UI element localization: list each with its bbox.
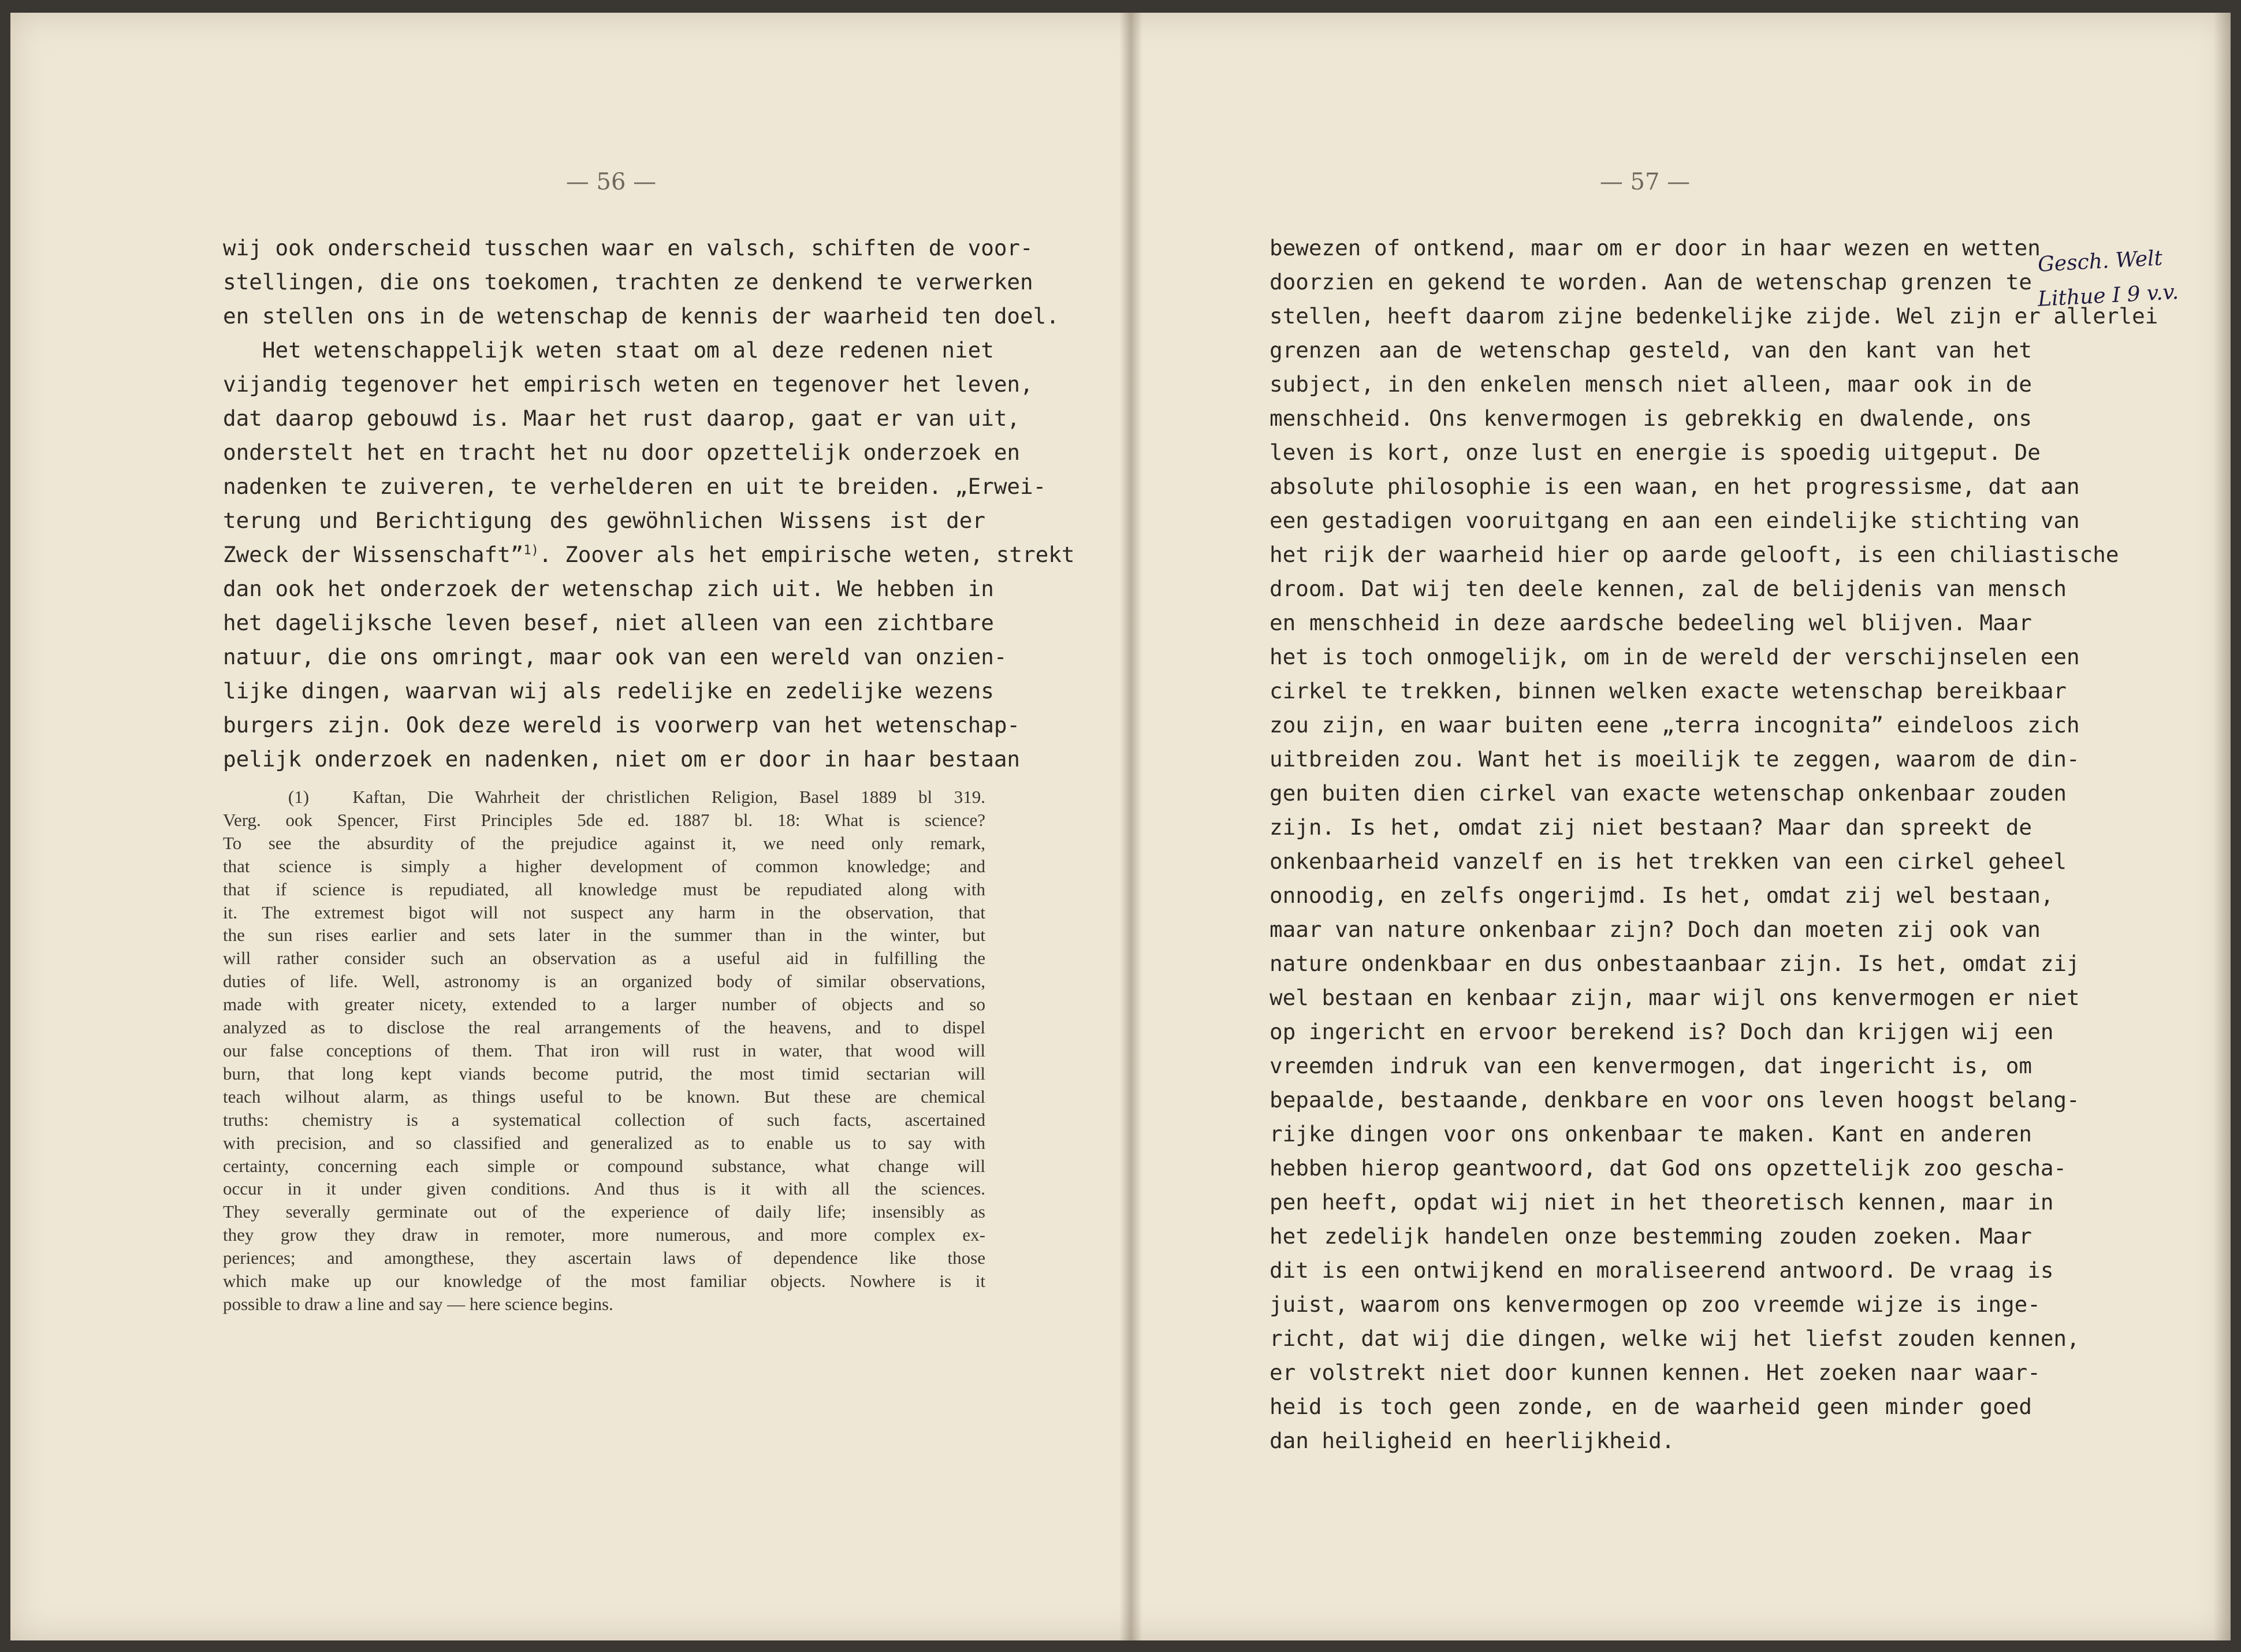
text-line: subject, in den enkelen mensch niet alleen, maar ook in de [1270, 371, 2032, 397]
text-line: bewezen of ontkend, maar om er door in haar wezen en wetten [1270, 235, 2041, 261]
footnote-line: periences; and amongthese, they ascertain laws of dependence like those [223, 1248, 985, 1268]
text-line: menschheid. Ons kenvermogen is gebrekkig en dwalende, ons [1270, 405, 2032, 431]
footnote-line: Verg. ook Spencer, First Principles 5de ed. 1887 bl. 18: What is science? [223, 809, 985, 830]
footnote-line: They severally germinate out of the experience of daily life; insensibly as [223, 1201, 985, 1222]
text-line: Het wetenschappelijk weten staat om al deze redenen niet [223, 337, 994, 363]
footnote-line: burn, that long kept viands become putrid, the most timid sectarian will [223, 1063, 985, 1084]
text-line-with-footnote [223, 538, 1075, 572]
text-line: en menschheid in deze aardsche bedeeling wel blijven. Maar [1270, 610, 2032, 635]
text-line: bepaalde, bestaande, denkbare en voor ons leven hoogst belang- [1270, 1087, 2080, 1113]
footnote-line: our false conceptions of them. That iron will rust in water, that wood will [223, 1040, 985, 1061]
handwritten-margin-note: Gesch. Welt [2037, 246, 2164, 277]
handwritten-margin-note: Lithue I 9 v.v. [2037, 280, 2179, 311]
page-number: — 56 — [565, 169, 657, 195]
text-line: richt, dat wij die dingen, welke wij het liefst zouden kennen, [1270, 1326, 2080, 1351]
text-line: juist, waarom ons kenvermogen op zoo vreemde wijze is inge- [1270, 1292, 2041, 1317]
footnote-line: they grow they draw in remoter, more numerous, and more complex ex- [223, 1225, 985, 1245]
footnote-line: with precision, and so classified and generalized as to enable us to say with [223, 1132, 985, 1153]
text-line: doorzien en gekend te worden. Aan de wetenschap grenzen te [1270, 269, 2032, 295]
text-line: burgers zijn. Ook deze wereld is voorwerp van het wetenschap- [223, 712, 1021, 738]
text-line: nadenken te zuiveren, te verhelderen en uit te breiden. „Erwei- [223, 474, 1047, 499]
text-line: terung und Berichtigung des gewöhnlichen Wissens ist der [223, 508, 985, 533]
text-line: absolute philosophie is een waan, en het progressisme, dat aan [1270, 474, 2080, 499]
footnote-line: will rather consider such an observation as a useful aid in fulfilling the [223, 948, 985, 969]
footnote-block [223, 786, 985, 1316]
text-line: vreemden indruk van een kenvermogen, dat ingericht is, om [1270, 1053, 2032, 1078]
text-line: het rijk der waarheid hier op aarde gelooft, is een chiliastische [1270, 542, 2119, 567]
text-line: wij ook onderscheid tusschen waar en valsch, schiften de voor- [223, 235, 1033, 261]
footnote-line: To see the absurdity of the prejudice against it, we need only remark, [223, 832, 985, 853]
text-line: het is toch onmogelijk, om in de wereld der verschijnselen een [1270, 644, 2080, 669]
body-text [223, 231, 1075, 776]
text-line: natuur, die ons omringt, maar ook van een wereld van onzien- [223, 644, 1007, 669]
text-line: een gestadigen vooruitgang en aan een eindelijke stichting van [1270, 508, 2080, 533]
left-page [10, 13, 1131, 1640]
text-line: onnoodig, en zelfs ongerijmd. Is het, omdat zij wel bestaan, [1270, 883, 2054, 908]
footnote-line: teach wilhout alarm, as things useful to be known. But these are chemical [223, 1086, 985, 1107]
text-line: het zedelijk handelen onze bestemming zouden zoeken. Maar [1270, 1223, 2032, 1249]
text-line: grenzen aan de wetenschap gesteld, van den kant van het [1270, 337, 2032, 363]
text-line: op ingericht en ervoor berekend is? Doch dan krijgen wij een [1270, 1019, 2054, 1044]
text-line: onkenbaarheid vanzelf en is het trekken van een cirkel geheel [1270, 849, 2067, 874]
text-line: dat daarop gebouwd is. Maar het rust daarop, gaat er van uit, [223, 405, 1021, 431]
text-line: zou zijn, en waar buiten eene „terra incognita” eindeloos zich [1270, 712, 2080, 738]
text-line: dit is een ontwijkend en moraliseerend antwoord. De vraag is [1270, 1257, 2054, 1283]
text-line: lijke dingen, waarvan wij als redelijke en zedelijke wezens [223, 678, 994, 704]
page-edge [2213, 13, 2231, 1640]
text-line: het dagelijksche leven besef, niet alleen van een zichtbare [223, 610, 994, 635]
text-line: droom. Dat wij ten deele kennen, zal de belijdenis van mensch [1270, 576, 2067, 601]
footnote-line: certainty, concerning each simple or compound substance, what change will [223, 1155, 985, 1176]
text-line: cirkel te trekken, binnen welken exacte wetenschap bereikbaar [1270, 678, 2067, 704]
footnote-line: possible to draw a line and say — here science begins. [223, 1293, 613, 1314]
text-line: zijn. Is het, omdat zij niet bestaan? Maar dan spreekt de [1270, 814, 2032, 840]
text-line: maar van nature onkenbaar zijn? Doch dan moeten zij ook van [1270, 917, 2041, 942]
text-line: onderstelt het en tracht het nu door opzettelijk onderzoek en [223, 440, 1021, 465]
text-line: pen heeft, opdat wij niet in het theoretisch kennen, maar in [1270, 1189, 2054, 1215]
book-spread [10, 13, 2231, 1640]
footnote-line: it. The extremest bigot will not suspect any harm in the observation, that [223, 902, 985, 922]
text-line: leven is kort, onze lust en energie is spoedig uitgeput. De [1270, 440, 2041, 465]
footnote-line: that if science is repudiated, all knowledge must be repudiated along with [223, 879, 985, 899]
text-line: en stellen ons in de wetenschap de kennis der waarheid ten doel. [223, 303, 1059, 329]
text-line: rijke dingen voor ons onkenbaar te maken. Kant en anderen [1270, 1121, 2032, 1147]
footnote-line: occur in it under given conditions. And thus is it with all the sciences. [223, 1178, 985, 1199]
text-line: nature ondenkbaar en dus onbestaanbaar zijn. Is het, omdat zij [1270, 951, 2080, 976]
text-line: uitbreiden zou. Want het is moeilijk te zeggen, waarom de din- [1270, 746, 2080, 772]
text-line: heid is toch geen zonde, en de waarheid geen minder goed [1270, 1394, 2032, 1419]
text-fragment: Zweck der Wissenschaft” [223, 542, 524, 567]
footnote-line: (1) Kaftan, Die Wahrheit der christlichen Religion, Basel 1889 bl 319. [223, 787, 985, 807]
text-line: wel bestaan en kenbaar zijn, maar wijl ons kenvermogen er niet [1270, 985, 2080, 1010]
text-line: dan ook het onderzoek der wetenschap zich uit. We hebben in [223, 576, 994, 601]
footnote-line: made with greater nicety, extended to a larger number of objects and so [223, 994, 985, 1015]
footnote-line: that science is simply a higher development of common knowledge; and [223, 855, 985, 876]
page-number: — 57 — [1599, 169, 1691, 195]
text-line: stellen, heeft daarom zijne bedenkelijke zijde. Wel zijn er allerlei [1270, 303, 2158, 329]
text-line: gen buiten dien cirkel van exacte wetenschap onkenbaar zouden [1270, 780, 2067, 806]
text-line: dan heiligheid en heerlijkheid. [1270, 1428, 1675, 1453]
text-line: stellingen, die ons toekomen, trachten ze denkend te verwerken [223, 269, 1033, 295]
footnote-line: truths: chemistry is a systematical collection of such facts, ascertained [223, 1109, 985, 1130]
footnote-line: which make up our knowledge of the most familiar objects. Nowhere is it [223, 1271, 985, 1292]
text-line: pelijk onderzoek en nadenken, niet om er door in haar bestaan [223, 746, 1021, 772]
text-line: hebben hierop geantwoord, dat God ons opzettelijk zoo gescha- [1270, 1155, 2067, 1181]
footnote-line: duties of life. Well, astronomy is an organized body of similar observations, [223, 971, 985, 992]
footnote-reference: 1) [523, 543, 539, 558]
footnote-line: analyzed as to disclose the real arrangements of the heavens, and to dispel [223, 1017, 985, 1038]
text-fragment: . Zoover als het empirische weten, strekt [538, 542, 1075, 567]
text-line: er volstrekt niet door kunnen kennen. Het zoeken naar waar- [1270, 1360, 2041, 1385]
text-line: vijandig tegenover het empirisch weten en tegenover het leven, [223, 371, 1033, 397]
footnote-line: the sun rises earlier and sets later in the summer than in the winter, but [223, 925, 985, 946]
right-page [1131, 13, 2231, 1640]
